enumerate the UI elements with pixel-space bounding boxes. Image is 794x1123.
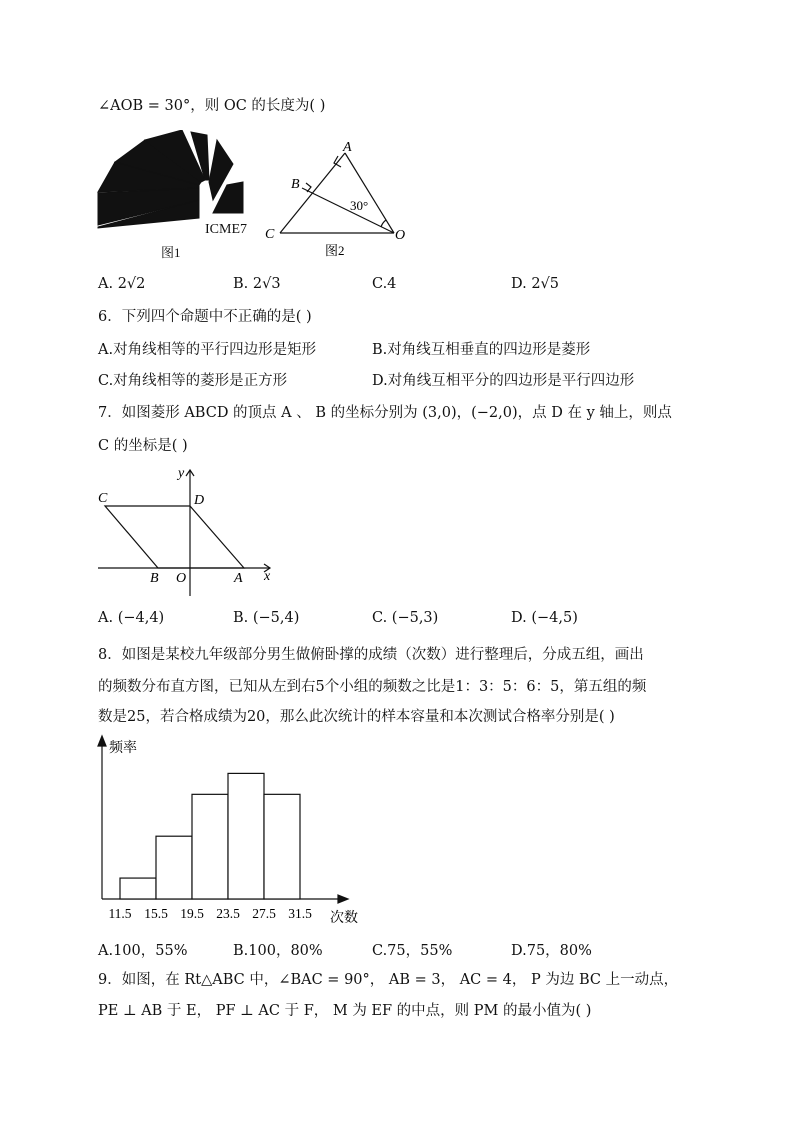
q9-stem-line1: 9．如图，在 Rt△ABC 中，∠BAC = 90°， AB = 3， AC = 4， P 为边 BC 上一动点，	[98, 972, 679, 988]
fig2-angle-arc	[381, 220, 386, 227]
q6-option-a: A.对角线相等的平行四边形是矩形	[98, 342, 317, 358]
hist-bar-2	[156, 836, 192, 899]
fig2-label-C: C	[265, 227, 275, 242]
q9-stem-line2: PE ⊥ AB 于 E， PF ⊥ AC 于 F， M 为 EF 的中点，则 PM 的最小值为( )	[98, 1003, 592, 1019]
hist-bar-3	[192, 794, 228, 899]
q7-stem-line1: 7．如图菱形 ABCD 的顶点 A 、 B 的坐标分别为 (3,0)，(−2,0)，点 D 在 y 轴上，则点	[98, 405, 672, 421]
q8-option-d: D.75，80%	[511, 943, 592, 959]
q7-stem-line2: C 的坐标是( )	[98, 438, 188, 454]
fig2-label-A: A	[343, 140, 352, 155]
q8-option-a: A.100，55%	[98, 943, 188, 959]
q7-option-b: B. (−5,4)	[233, 610, 300, 626]
q7-figure	[92, 462, 282, 602]
q8-stem-line3: 数是25，若合格成绩为20，那么此次统计的样本容量和本次测试合格率分别是( )	[98, 709, 615, 725]
q8-stem-line2: 的频数分布直方图，已知从左到右5个小组的频数之比是1：3：5：6：5，第五组的频	[98, 679, 647, 695]
q7-option-c: C. (−5,3)	[372, 610, 439, 626]
fig2-angle-label: 30°	[350, 198, 369, 213]
q7-label-y: y	[178, 466, 185, 481]
fig2-caption: 图2	[325, 243, 345, 258]
hist-x-arrow	[338, 895, 348, 903]
q7-label-B: B	[150, 571, 159, 586]
fig1-label: ICME7	[205, 222, 247, 237]
hist-ylabel: 频率	[109, 741, 137, 756]
q6-option-b: B.对角线互相垂直的四边形是菱形	[372, 342, 591, 358]
q7-label-D: D	[194, 493, 205, 508]
q5-option-b: B. 2√3	[233, 276, 281, 292]
fig2-label-O: O	[395, 228, 406, 243]
q8-option-c: C.75，55%	[372, 943, 453, 959]
hist-tick-label-1: 11.5	[108, 906, 132, 921]
hist-tick-label-5: 27.5	[252, 906, 276, 921]
q5-stem: ∠AOB = 30°，则 OC 的长度为( )	[98, 98, 326, 114]
fig1-caption: 图1	[161, 245, 181, 260]
hist-xlabel: 次数	[330, 911, 358, 926]
q8-option-b: B.100，80%	[233, 943, 323, 959]
hist-tick-label-6: 31.5	[288, 906, 312, 921]
q5-option-d: D. 2√5	[511, 276, 560, 292]
q7-label-C: C	[98, 491, 108, 506]
q6-option-d: D.对角线互相平分的四边形是平行四边形	[372, 373, 635, 389]
q7-option-d: D. (−4,5)	[511, 610, 578, 626]
q7-label-x: x	[264, 569, 271, 584]
q5-option-c: C.4	[372, 276, 397, 292]
hist-bar-4	[228, 773, 264, 899]
q5-figure1	[95, 130, 255, 265]
q8-stem-line1: 8．如图是某校九年级部分男生做俯卧撑的成绩（次数）进行整理后，分成五组，画出	[98, 647, 644, 663]
q7-option-a: A. (−4,4)	[98, 610, 165, 626]
q6-stem: 6．下列四个命题中不正确的是( )	[98, 309, 312, 325]
q5-figure2	[262, 140, 422, 265]
hist-tick-label-4: 23.5	[216, 906, 240, 921]
hist-tick-label-3: 19.5	[180, 906, 204, 921]
fig2-label-B: B	[291, 177, 300, 192]
q7-label-O: O	[176, 571, 187, 586]
q8-histogram	[90, 732, 380, 932]
hist-y-arrow	[98, 736, 106, 746]
q7-rhombus	[105, 506, 244, 568]
hist-tick-label-2: 15.5	[144, 906, 168, 921]
hist-bar-5	[264, 794, 300, 899]
q6-option-c: C.对角线相等的菱形是正方形	[98, 373, 288, 389]
hist-bar-1	[120, 878, 156, 899]
q5-option-a: A. 2√2	[98, 276, 146, 292]
q7-label-A: A	[234, 571, 243, 586]
